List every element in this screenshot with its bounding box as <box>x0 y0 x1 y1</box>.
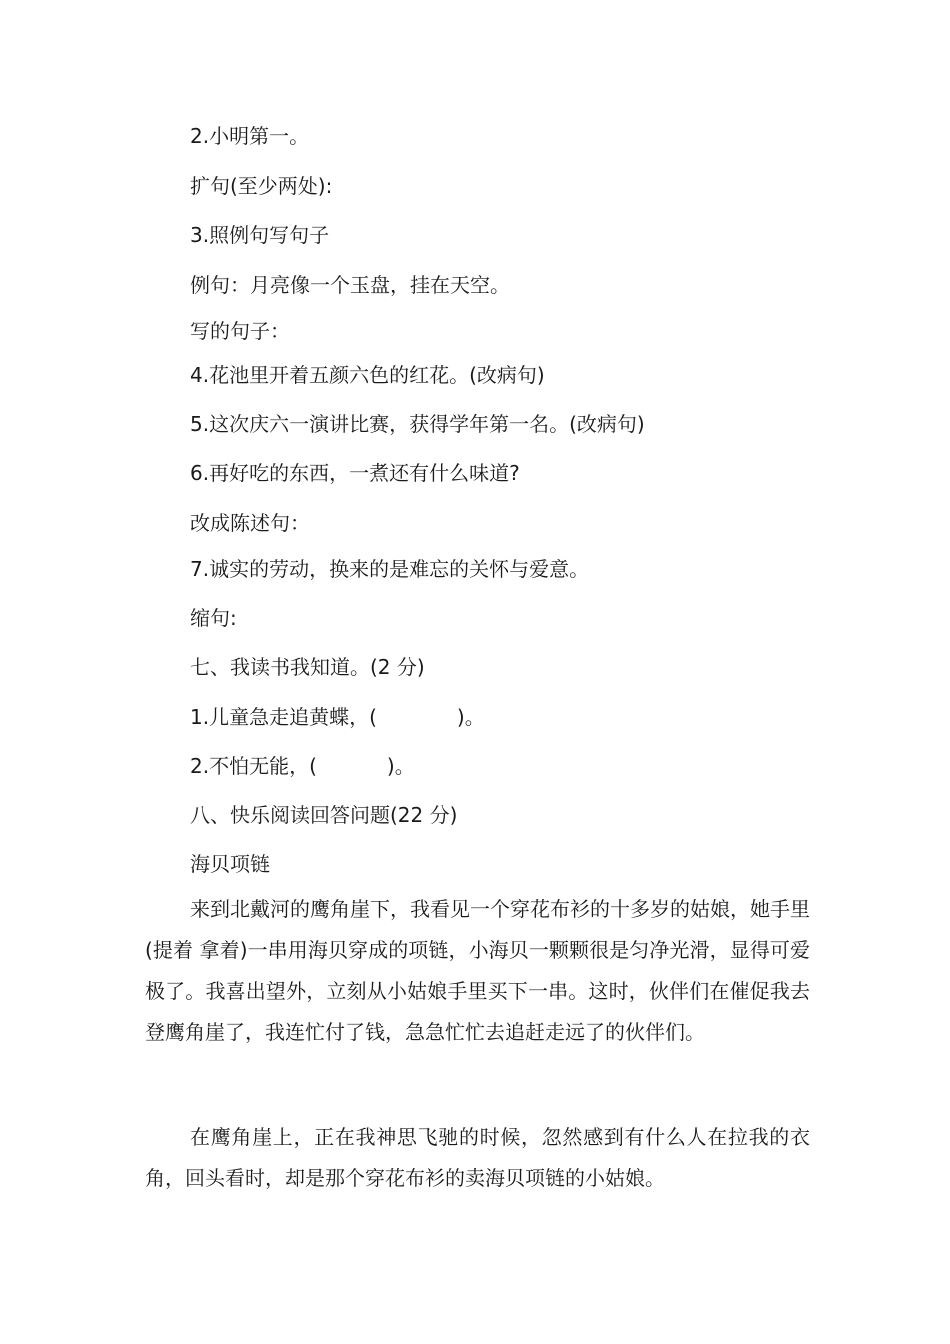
section-heading: 八、快乐阅读回答问题(22 分) <box>190 803 458 827</box>
fill-blank-suffix: )。 <box>456 705 485 729</box>
fill-blank-line <box>190 752 415 780</box>
passage-paragraph <box>145 889 810 1053</box>
fill-blank-suffix: )。 <box>386 754 415 778</box>
passage-title: 海贝项链 <box>190 852 270 876</box>
question-line: 例句：月亮像一个玉盘，挂在天空。 <box>190 273 510 297</box>
question-line: 扩句(至少两处): <box>190 174 333 198</box>
fill-blank-line <box>190 703 485 731</box>
question-line: 5.这次庆六一演讲比赛，获得学年第一名。(改病句) <box>190 412 645 436</box>
fill-blank-prefix: 1.儿童急走追黄蝶，( <box>190 705 377 729</box>
question-line: 3.照例句写句子 <box>190 223 330 247</box>
fill-blank-prefix: 2.不怕无能，( <box>190 754 317 778</box>
passage-paragraph <box>145 1117 810 1199</box>
paragraph-text: 来到北戴河的鹰角崖下，我看见一个穿花布衫的十多岁的姑娘，她手里(提着 拿着)一串用海贝穿成的项链，小海贝一颗颗很是匀净光滑，显得可爱极了。我喜出望外，立刻从小姑娘手里买下一串。这时，伙伴们在催促我去登鹰角崖了，我连忙付了钱，急急忙忙去追赶走远了的伙伴们。 <box>145 897 810 1044</box>
question-line: 7.诚实的劳动，换来的是难忘的关怀与爱意。 <box>190 557 590 581</box>
question-line: 2.小明第一。 <box>190 124 310 148</box>
section-heading: 七、我读书我知道。(2 分) <box>190 655 425 679</box>
question-line: 6.再好吃的东西，一煮还有什么味道? <box>190 461 520 485</box>
question-line: 写的句子： <box>190 319 290 343</box>
question-line: 改成陈述句： <box>190 511 310 535</box>
paragraph-text: 在鹰角崖上，正在我神思飞驰的时候，忽然感到有什么人在拉我的衣角，回头看时，却是那个穿花布衫的卖海贝项链的小姑娘。 <box>145 1125 810 1190</box>
question-line: 缩句: <box>190 606 237 630</box>
question-line: 4.花池里开着五颜六色的红花。(改病句) <box>190 363 545 387</box>
